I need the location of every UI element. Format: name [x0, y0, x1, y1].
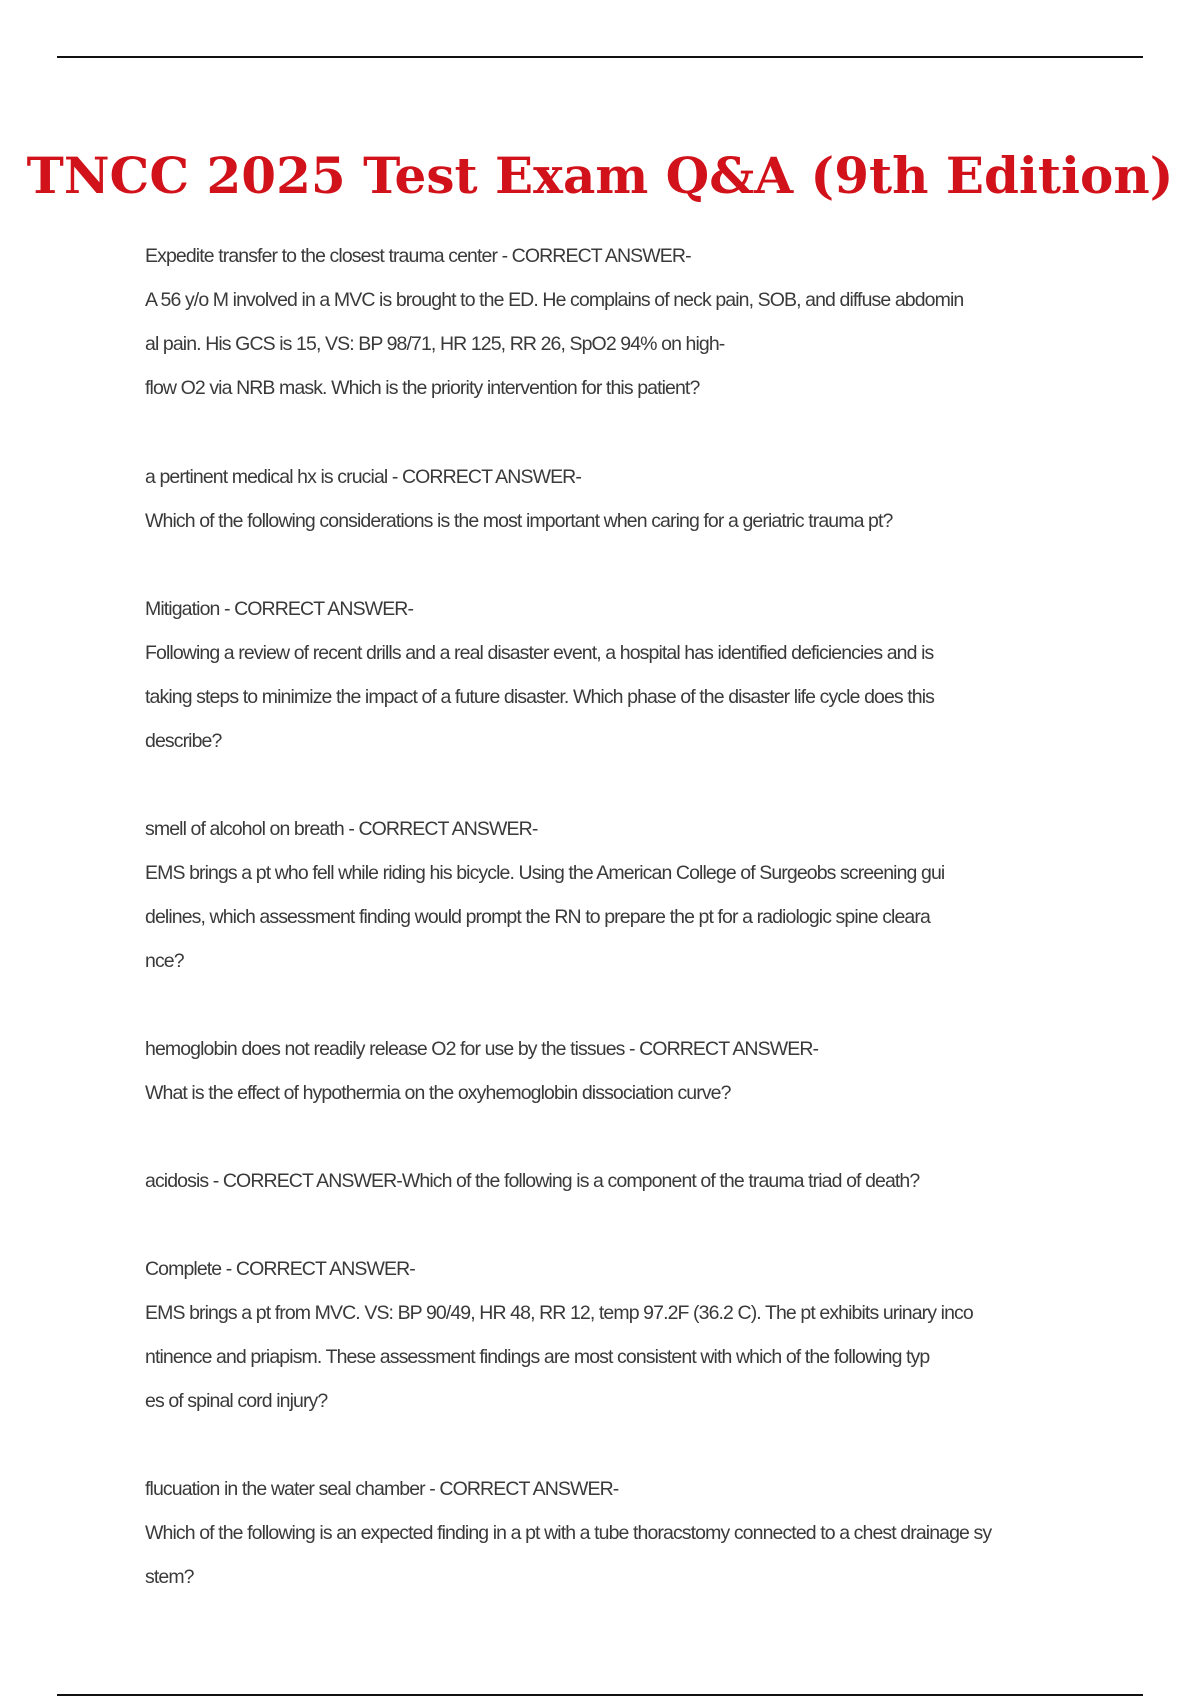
question-line: es of spinal cord injury?	[145, 1390, 328, 1412]
question-line: taking steps to minimize the impact of a future disaster. Which phase of the disaster life cycle does this	[145, 686, 935, 708]
answer-line: acidosis - CORRECT ANSWER-Which of the following is a component of the trauma triad of death?	[145, 1170, 920, 1192]
answer-line: hemoglobin does not readily release O2 for use by the tissues - CORRECT ANSWER-	[145, 1038, 819, 1060]
question-line: nce?	[145, 950, 184, 972]
answer-line: Mitigation - CORRECT ANSWER-	[145, 598, 414, 620]
question-line: Which of the following considerations is the most important when caring for a geriatric trauma pt?	[145, 510, 893, 532]
question-line: A 56 y/o M involved in a MVC is brought to the ED. He complains of neck pain, SOB, and diffuse abdomin	[145, 289, 964, 311]
answer-line: Expedite transfer to the closest trauma center - CORRECT ANSWER-	[145, 245, 691, 267]
qa-item	[145, 1467, 1145, 1599]
qa-item	[145, 807, 1145, 983]
qa-item	[145, 455, 1145, 543]
answer-line: smell of alcohol on breath - CORRECT ANSWER-	[145, 818, 538, 840]
question-line: flow O2 via NRB mask. Which is the priority intervention for this patient?	[145, 377, 700, 399]
page-title: TNCC 2025 Test Exam Q&A (9th Edition)	[26, 145, 1174, 205]
question-line: Following a review of recent drills and a real disaster event, a hospital has identified deficiencies and is	[145, 642, 934, 664]
qa-item	[145, 234, 1145, 410]
question-line: EMS brings a pt from MVC. VS: BP 90/49, HR 48, RR 12, temp 97.2F (36.2 C). The pt exhibits urinary inco	[145, 1302, 973, 1324]
question-line: describe?	[145, 730, 222, 752]
question-line: EMS brings a pt who fell while riding his bicycle. Using the American College of Surgeobs screening gui	[145, 862, 945, 884]
qa-item	[145, 1027, 1145, 1115]
answer-line: a pertinent medical hx is crucial - CORRECT ANSWER-	[145, 466, 581, 488]
question-line: delines, which assessment finding would prompt the RN to prepare the pt for a radiologic spine cleara	[145, 906, 930, 928]
answer-line: Complete - CORRECT ANSWER-	[145, 1258, 415, 1280]
qa-list	[145, 234, 1145, 1643]
qa-item	[145, 1247, 1145, 1423]
bottom-rule	[57, 1694, 1143, 1696]
answer-line: flucuation in the water seal chamber - CORRECT ANSWER-	[145, 1478, 619, 1500]
question-line: al pain. His GCS is 15, VS: BP 98/71, HR 125, RR 26, SpO2 94% on high-	[145, 333, 725, 355]
question-line: stem?	[145, 1566, 194, 1588]
qa-item	[145, 587, 1145, 763]
question-line: What is the effect of hypothermia on the oxyhemoglobin dissociation curve?	[145, 1082, 731, 1104]
qa-item	[145, 1159, 1145, 1203]
top-rule	[57, 56, 1143, 58]
question-line: Which of the following is an expected finding in a pt with a tube thoracstomy connected to a chest drainage sy	[145, 1522, 992, 1544]
question-line: ntinence and priapism. These assessment findings are most consistent with which of the following typ	[145, 1346, 930, 1368]
